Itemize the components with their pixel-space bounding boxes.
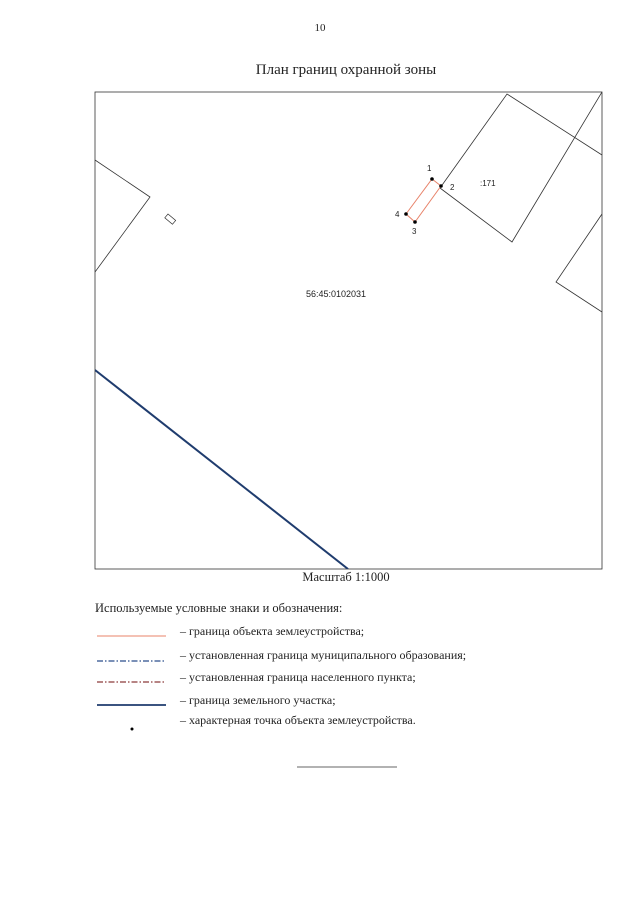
legend-symbol-characteristic-point <box>131 728 134 731</box>
object-boundary <box>406 179 441 222</box>
characteristic-point-1 <box>430 177 434 181</box>
legend-item-settlement-boundary: – установленная граница населенного пункта; <box>180 670 416 684</box>
neighbor-parcel-top <box>440 94 602 188</box>
characteristic-point-2 <box>439 184 443 188</box>
characteristic-point-4 <box>404 212 408 216</box>
page-number: 10 <box>314 22 326 34</box>
map-frame <box>95 92 602 569</box>
point-label-4: 4 <box>395 210 400 219</box>
legend-item-characteristic-point: – характерная точка объекта землеустройства. <box>180 713 416 727</box>
page-title: План границ охранной зоны <box>255 62 437 78</box>
point-label-3: 3 <box>412 227 417 236</box>
parcel-label: :171 <box>480 179 496 188</box>
legend-item-object-boundary: – граница объекта землеустройства; <box>180 624 365 638</box>
characteristic-point-3 <box>413 220 417 224</box>
neighbor-parcel-left <box>95 160 150 272</box>
map-scale: Масштаб 1:1000 <box>302 570 390 584</box>
legend-item-municipal-boundary: – установленная граница муниципального образования; <box>180 648 467 662</box>
legend-heading: Используемые условные знаки и обозначения: <box>95 601 343 615</box>
cadastral-block-label: 56:45:0102031 <box>306 289 367 299</box>
legend-item-parcel-boundary: – граница земельного участка; <box>180 693 336 707</box>
neighbor-parcel-mid <box>440 92 602 242</box>
point-label-1: 1 <box>427 164 432 173</box>
small-structure <box>165 214 176 224</box>
neighbor-parcel-right <box>556 214 602 312</box>
point-label-2: 2 <box>450 183 455 192</box>
parcel-boundary-line <box>95 370 348 569</box>
